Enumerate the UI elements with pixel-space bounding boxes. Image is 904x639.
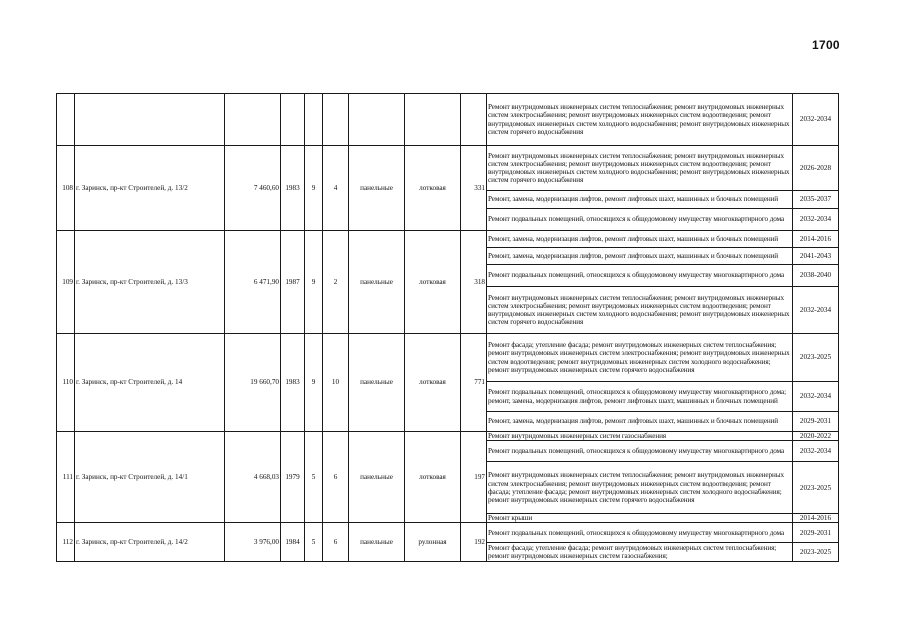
roof-type-cell: лотковая xyxy=(405,146,461,231)
work-type-cell: Ремонт, замена, модернизация лифтов, ремонт лифтовых шахт, машинных и блочных помещений xyxy=(487,191,793,209)
period-cell: 2032-2034 xyxy=(793,209,839,231)
address-cell: г. Заринск, пр-кт Строителей, д. 14 xyxy=(75,334,225,432)
year-cell: 1984 xyxy=(281,523,305,562)
work-type-cell: Ремонт фасада; утепление фасада; ремонт внутридомовых инженерных систем теплоснабжения; ремонт внутридомовых инженерных систем газоснабжения; xyxy=(487,543,793,562)
work-type-cell: Ремонт внутридомовых инженерных систем газоснабжения xyxy=(487,432,793,441)
area-cell: 19 660,70 xyxy=(225,334,281,432)
work-type-cell: Ремонт внутридомовых инженерных систем теплоснабжения; ремонт внутридомовых инженерных систем электроснабжения; ремонт внутридомовых инженерных систем водоотведения; ремонт внутридомовых инженерных систем холодного водоснабжения; ремонт внутридомовых инженерных систем горячего водоснабжения xyxy=(487,94,793,146)
address-cell: г. Заринск, пр-кт Строителей, д. 14/1 xyxy=(75,432,225,523)
floors-cell: 9 xyxy=(305,146,323,231)
period-cell: 2023-2025 xyxy=(793,462,839,514)
work-type-cell: Ремонт фасада; утепление фасада; ремонт внутридомовых инженерных систем теплоснабжения; ремонт внутридомовых инженерных систем электроснабжения; ремонт внутридомовых инженерных систем водоотведения; ремонт внутридомовых инженерных систем холодного водоснабжения; ремонт внутридомовых инженерных систем горячего водоснабжения xyxy=(487,334,793,382)
entrances-cell: 10 xyxy=(323,334,349,432)
address-cell: г. Заринск, пр-кт Строителей, д. 13/3 xyxy=(75,231,225,334)
entrances-cell: 6 xyxy=(323,523,349,562)
floors-cell: 9 xyxy=(305,231,323,334)
wall-material-cell: панельные xyxy=(349,146,405,231)
period-cell: 2023-2025 xyxy=(793,334,839,382)
work-type-cell: Ремонт подвальных помещений, относящихся к общедомовому имуществу многоквартирного дома xyxy=(487,209,793,231)
row-number: 111 xyxy=(57,432,75,523)
period-cell: 2032-2034 xyxy=(793,382,839,412)
roof-type-cell: лотковая xyxy=(405,432,461,523)
row-number xyxy=(57,94,75,146)
residents-cell: 197 xyxy=(461,432,487,523)
entrances-cell xyxy=(323,94,349,146)
entrances-cell: 6 xyxy=(323,432,349,523)
work-type-cell: Ремонт, замена, модернизация лифтов, ремонт лифтовых шахт, машинных и блочных помещений xyxy=(487,248,793,265)
work-type-cell: Ремонт внутридомовых инженерных систем теплоснабжения; ремонт внутридомовых инженерных систем электроснабжения; ремонт внутридомовых инженерных систем водоотведения; ремонт внутридомовых инженерных систем холодного водоснабжения; ремонт внутридомовых инженерных систем горячего водоснабжения xyxy=(487,287,793,334)
floors-cell: 9 xyxy=(305,334,323,432)
wall-material-cell: панельные xyxy=(349,432,405,523)
table-row xyxy=(57,231,839,248)
work-type-cell: Ремонт подвальных помещений, относящихся к общедомовому имуществу многоквартирного дома xyxy=(487,265,793,287)
period-cell: 2023-2025 xyxy=(793,543,839,562)
capital-repair-table xyxy=(56,93,839,562)
period-cell: 2038-2040 xyxy=(793,265,839,287)
period-cell: 2014-2016 xyxy=(793,514,839,523)
roof-type-cell: рулонная xyxy=(405,523,461,562)
roof-type-cell xyxy=(405,94,461,146)
period-cell: 2032-2034 xyxy=(793,94,839,146)
row-number: 108 xyxy=(57,146,75,231)
period-cell: 2035-2037 xyxy=(793,191,839,209)
residents-cell: 192 xyxy=(461,523,487,562)
period-cell: 2026-2028 xyxy=(793,146,839,191)
table-row xyxy=(57,146,839,191)
area-cell: 6 471,90 xyxy=(225,231,281,334)
area-cell xyxy=(225,94,281,146)
page-number: 1700 xyxy=(812,38,840,52)
table-body xyxy=(57,94,839,562)
wall-material-cell: панельные xyxy=(349,231,405,334)
year-cell: 1983 xyxy=(281,334,305,432)
entrances-cell: 2 xyxy=(323,231,349,334)
work-type-cell: Ремонт подвальных помещений, относящихся к общедомовому имуществу многоквартирного дома xyxy=(487,523,793,543)
address-cell: г. Заринск, пр-кт Строителей, д. 13/2 xyxy=(75,146,225,231)
residents-cell: 771 xyxy=(461,334,487,432)
work-type-cell: Ремонт крыши xyxy=(487,514,793,523)
period-cell: 2041-2043 xyxy=(793,248,839,265)
table-row xyxy=(57,523,839,543)
table-row xyxy=(57,334,839,382)
wall-material-cell xyxy=(349,94,405,146)
area-cell: 4 668,03 xyxy=(225,432,281,523)
entrances-cell: 4 xyxy=(323,146,349,231)
table-row xyxy=(57,94,839,146)
period-cell: 2014-2016 xyxy=(793,231,839,248)
wall-material-cell: панельные xyxy=(349,523,405,562)
work-type-cell: Ремонт, замена, модернизация лифтов, ремонт лифтовых шахт, машинных и блочных помещений xyxy=(487,231,793,248)
year-cell: 1983 xyxy=(281,146,305,231)
period-cell: 2020-2022 xyxy=(793,432,839,441)
floors-cell xyxy=(305,94,323,146)
row-number: 109 xyxy=(57,231,75,334)
roof-type-cell: лотковая xyxy=(405,334,461,432)
work-type-cell: Ремонт внутридомовых инженерных систем теплоснабжения; ремонт внутридомовых инженерных систем электроснабжения; ремонт внутридомовых инженерных систем водоотведения; ремонт фасада; утепление фасада; ремонт внутридомовых инженерных систем холодного водоснабжения; ремонт внутридомовых инженерных систем горячего водоснабжения xyxy=(487,462,793,514)
address-cell: г. Заринск, пр-кт Строителей, д. 14/2 xyxy=(75,523,225,562)
table-row xyxy=(57,432,839,441)
wall-material-cell: панельные xyxy=(349,334,405,432)
row-number: 110 xyxy=(57,334,75,432)
residents-cell xyxy=(461,94,487,146)
work-type-cell: Ремонт внутридомовых инженерных систем теплоснабжения; ремонт внутридомовых инженерных систем электроснабжения; ремонт внутридомовых инженерных систем водоотведения; ремонт внутридомовых инженерных систем холодного водоснабжения; ремонт внутридомовых инженерных систем горячего водоснабжения xyxy=(487,146,793,191)
period-cell: 2032-2034 xyxy=(793,441,839,462)
area-cell: 7 460,60 xyxy=(225,146,281,231)
row-number: 112 xyxy=(57,523,75,562)
address-cell xyxy=(75,94,225,146)
residents-cell: 318 xyxy=(461,231,487,334)
period-cell: 2029-2031 xyxy=(793,412,839,432)
period-cell: 2029-2031 xyxy=(793,523,839,543)
work-type-cell: Ремонт, замена, модернизация лифтов, ремонт лифтовых шахт, машинных и блочных помещений xyxy=(487,412,793,432)
period-cell: 2032-2034 xyxy=(793,287,839,334)
year-cell: 1987 xyxy=(281,231,305,334)
work-type-cell: Ремонт подвальных помещений, относящихся к общедомовому имуществу многоквартирного дома xyxy=(487,441,793,462)
floors-cell: 5 xyxy=(305,432,323,523)
residents-cell: 331 xyxy=(461,146,487,231)
year-cell xyxy=(281,94,305,146)
floors-cell: 5 xyxy=(305,523,323,562)
year-cell: 1979 xyxy=(281,432,305,523)
work-type-cell: Ремонт подвальных помещений, относящихся к общедомовому имуществу многоквартирного дома; ремонт, замена, модернизация лифтов, ремонт лифтовых шахт, машинных и блочных помещений xyxy=(487,382,793,412)
roof-type-cell: лотковая xyxy=(405,231,461,334)
area-cell: 3 976,00 xyxy=(225,523,281,562)
